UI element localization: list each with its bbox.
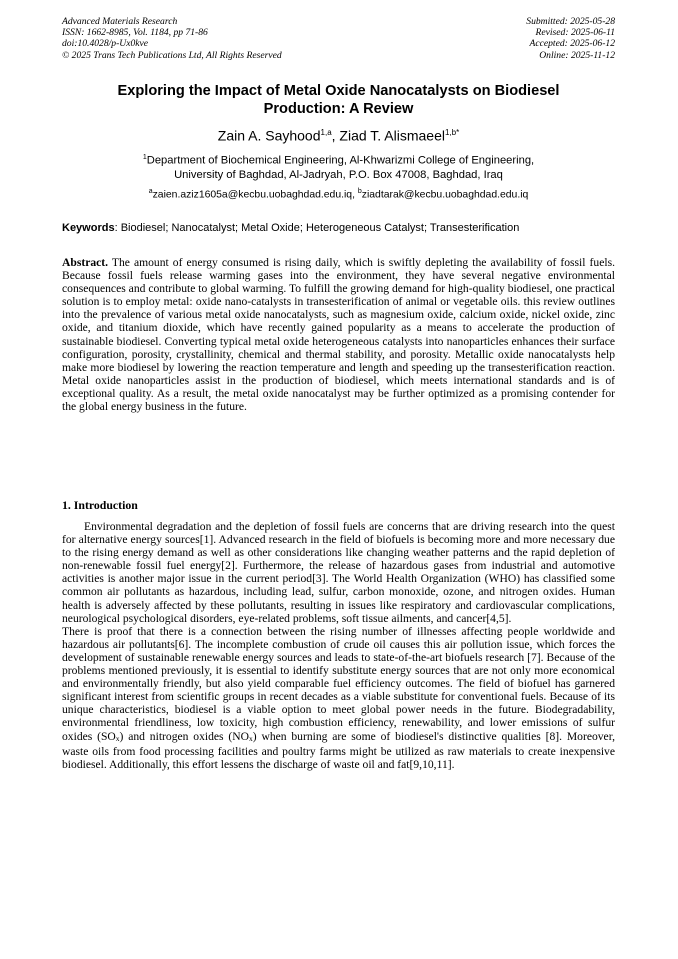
date-online: Online: 2025-11-12 [539,49,615,61]
introduction-body [62,520,615,771]
journal-copyright: © 2025 Trans Tech Publications Ltd, All Rights Reserved [62,49,282,61]
date-accepted: Accepted: 2025-06-12 [529,38,615,50]
intro-p2-part-a: There is proof that there is a connection between the rising number of illnesses affecting people worldwide and hazardous air pollutants[6]. The incomplete combustion of crude oil causes this air pollution issue, which forces the development of sustainable renewable energy sources and leads to state-of-the-art biofuels research [7]. Because of the problems mentioned previously, it is essential to identify substitute energy sources that are not only more economical and environmentally friendly, but also yield comparable fuel efficiency outcomes. The field of biofuel has garnered significant interest from scientific groups in recent decades as a viable substitute for conventional fuels. Because of its unique characteristics, biodiesel is a viable option to meet global power needs in the future. Biodegradability, environmental friendliness, low toxicity, high combustion efficiency, renewability, and lower emissions of sulfur oxides (SO [62,624,615,743]
author-1-name: Zain A. Sayhood [217,127,321,144]
title-line-1: Exploring the Impact of Metal Oxide Nanocatalysts on Biodiesel [117,83,560,99]
keywords-label: Keywords [62,222,115,234]
keywords [62,221,615,235]
section-heading-introduction: 1. Introduction [62,498,138,512]
title-line-2: Production: A Review [263,101,414,117]
intro-p2-part-b: ) and nitrogen oxides (NO [119,729,249,743]
email-b-mark: b [357,188,362,195]
author-separator: , [331,127,340,144]
intro-p2-part-c: ) when burning are some of biodiesel's distinctive qualities [8]. Moreover, waste oils from food processing facilities and poultry farms might be utilized as raw materials to create inexpensive biodiesel. Additionally, this effort lessens the discharge of waste oil and fat[9,10,11]. [62,729,615,771]
abstract [62,256,615,413]
abstract-label: Abstract. [62,256,109,269]
journal-name: Advanced Materials Research [62,16,178,27]
author-1-affil-mark: 1,a [320,128,332,137]
email-a[interactable]: zaien.aziz1605a@kecbu.uobaghdad.edu.iq, [152,189,358,201]
author-emails [62,185,615,201]
date-revised: Revised: 2025-06-11 [535,27,615,39]
journal-doi: doi:10.4028/p-Ux0kve [62,38,149,50]
intro-paragraph-1: Environmental degradation and the depletion of fossil fuels are concerns that are driving research into the quest for alternative energy sources[1]. Advanced research in the field of biofuels is becoming more and more necessary due to the rising energy demand as well as other considerations like changing weather patterns and the rapid depletion of non-renewable fossil fuel energy[2]. Furthermore, the release of hazardous gases from industrial and automotive activities is another major issue in the current period[3]. The World Health Organization (WHO) has classified some common air pollutants as hazardous, including lead, sulfur, carbon monoxide, ozone, and nitrogen oxides. Human health is adversely affected by these pollutants, resulting in issues like respiratory and cardiovascular complications, neurological psychological disorders, eye-related problems, soft tissue ailments, and cancer[4,5]. [62,520,615,625]
affiliation-line-2: University of Baghdad, Al-Jadryah, P.O. Box 47008, Baghdad, Iraq [174,168,503,181]
affiliation-line-1: Department of Biochemical Engineering, Al-Khwarizmi College of Engineering, [146,154,535,167]
email-b[interactable]: ziadtarak@kecbu.uobaghdad.edu.iq [361,189,529,201]
date-submitted: Submitted: 2025-05-28 [526,16,615,27]
email-a-mark: a [148,188,153,195]
nox-subscript: x [249,733,253,743]
paper-title [62,82,615,118]
keywords-text: : Biodiesel; Nanocatalyst; Metal Oxide; Heterogeneous Catalyst; Transesterification [114,222,520,234]
submission-dates [526,16,615,61]
affiliation-mark: 1 [142,154,147,161]
author-list [62,124,615,145]
author-2-affil-mark: 1,b* [445,128,460,137]
abstract-text: The amount of energy consumed is rising daily, which is swiftly depleting the availability of fossil fuels. Because fossil fuels release warming gases into the environment, they have several negative environmental consequences and contribute to global warming. To fulfill the growing demand for high-quality biodiesel, one practical solution is to employ metal: oxide nano-catalysts in transesterification of animal or vegetable oils. this review outlines into the prevalence of various metal oxide nanocatalysts, such as magnesium oxide, calcium oxide, nickel oxide, zinc oxide, and titanium dioxide, which have recently gained popularity as a means to accelerate the production of sustainable biodiesel. Converting typical metal oxide heterogeneous catalysts into nanoparticles enhances their surface configuration, porosity, crystallinity, chemical and thermal stability, and porosity. Metallic oxide nanocatalysts help make more biodiesel by lowering the reaction temperature and length and speeding up the transesterification reaction. Metal oxide nanoparticles assist in the production of biodiesel, which meets international standards and is of exceptional quality. As a result, the metal oxide nanocatalyst may be further optimized as a promising contender for the global energy business in the future. [62,256,615,414]
author-2-name: Ziad T. Alismaeel [339,127,445,144]
journal-issn: ISSN: 1662-8985, Vol. 1184, pp 71-86 [62,27,208,39]
sox-subscript: x [115,733,120,743]
intro-paragraph-2 [62,625,615,771]
journal-info [62,16,282,61]
affiliation [62,151,615,182]
